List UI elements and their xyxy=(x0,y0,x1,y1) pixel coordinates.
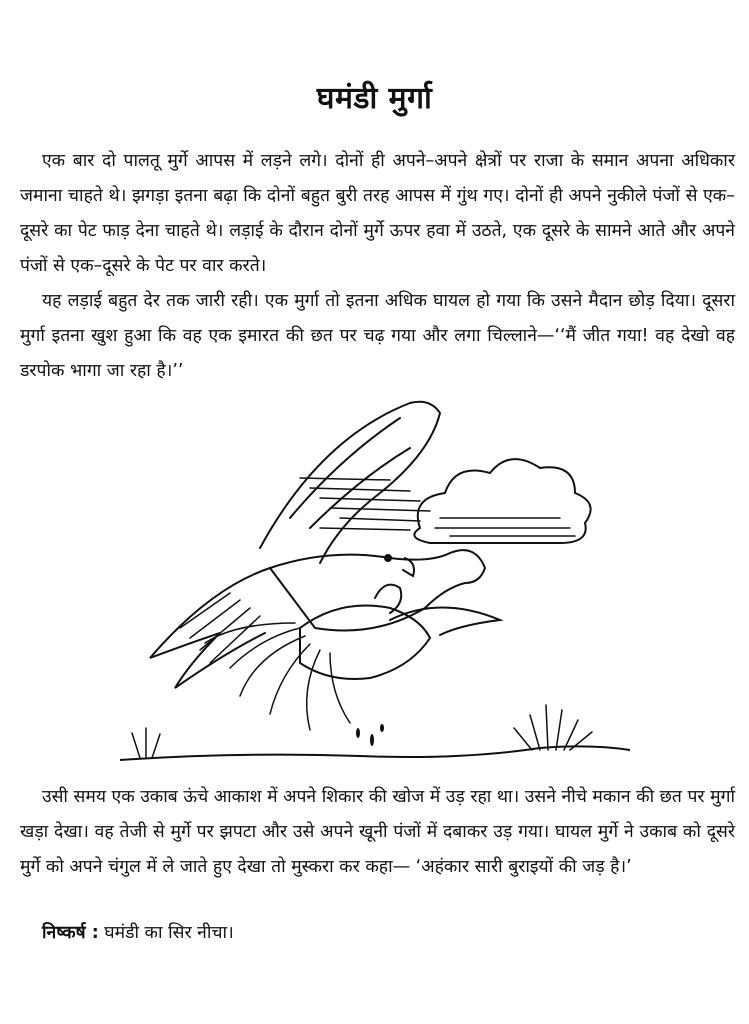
moral-label: निष्कर्ष : xyxy=(42,923,99,943)
story-paragraph-1: एक बार दो पालतू मुर्गे आपस में लड़ने लगे। दोनों ही अपने–अपने क्षेत्रों पर राजा के समान अपना अधिकार जमाना चाहते थे। झगड़ा इतना बढ़ा कि दोनों बहुत बुरी तरह आपस में गुंथ गए। दोनों ही अपने नुकीले पंजों से एक–दूसरे का पेट फाड़ देना चाहते थे। लड़ाई के दौरान दोनों मुर्गे ऊपर हवा में उठते, एक दूसरे के सामने आते और अपने पंजों से एक–दूसरे के पेट पर वार करते। xyxy=(20,151,735,276)
rooster-body xyxy=(300,606,430,680)
cloud-icon xyxy=(414,459,590,543)
story-paragraph-3: उसी समय एक उकाब ऊंचे आकाश में अपने शिकार की खोज में उड़ रहा था। उसने नीचे मकान की छत पर मुर्गा खड़ा देखा। वह तेजी से मुर्गे पर झपटा और उसे अपने खूनी पंजों में दबाकर उड़ गया। घायल मुर्गे ने उकाब को दूसरे मुर्गे को अपने चंगुल में ले जाते हुए देखा तो मुस्करा कर कहा— ‘अहंकार सारी बुराइयों की जड़ है।’ xyxy=(20,787,736,877)
story-title: घमंडी मुर्गा xyxy=(316,81,433,116)
story-paragraph-2: यह लड़ाई बहुत देर तक जारी रही। एक मुर्गा तो इतना अधिक घायल हो गया कि उसने मैदान छोड़ दिया। दूसरा मुर्गा इतना खुश हुआ कि वह एक इमारत की छत पर चढ़ गया और लगा चिल्लाने—‘‘मैं जीत गया! वह देखो वह डरपोक भागा जा रहा है।’’ xyxy=(20,291,735,381)
moral-text: घमंडी का सिर नीचा। xyxy=(104,923,234,943)
eagle-carrying-rooster-icon xyxy=(120,388,630,770)
eagle-body xyxy=(270,550,485,630)
eagle-wing xyxy=(260,402,440,563)
ground xyxy=(120,746,630,760)
moral-line xyxy=(42,920,234,944)
